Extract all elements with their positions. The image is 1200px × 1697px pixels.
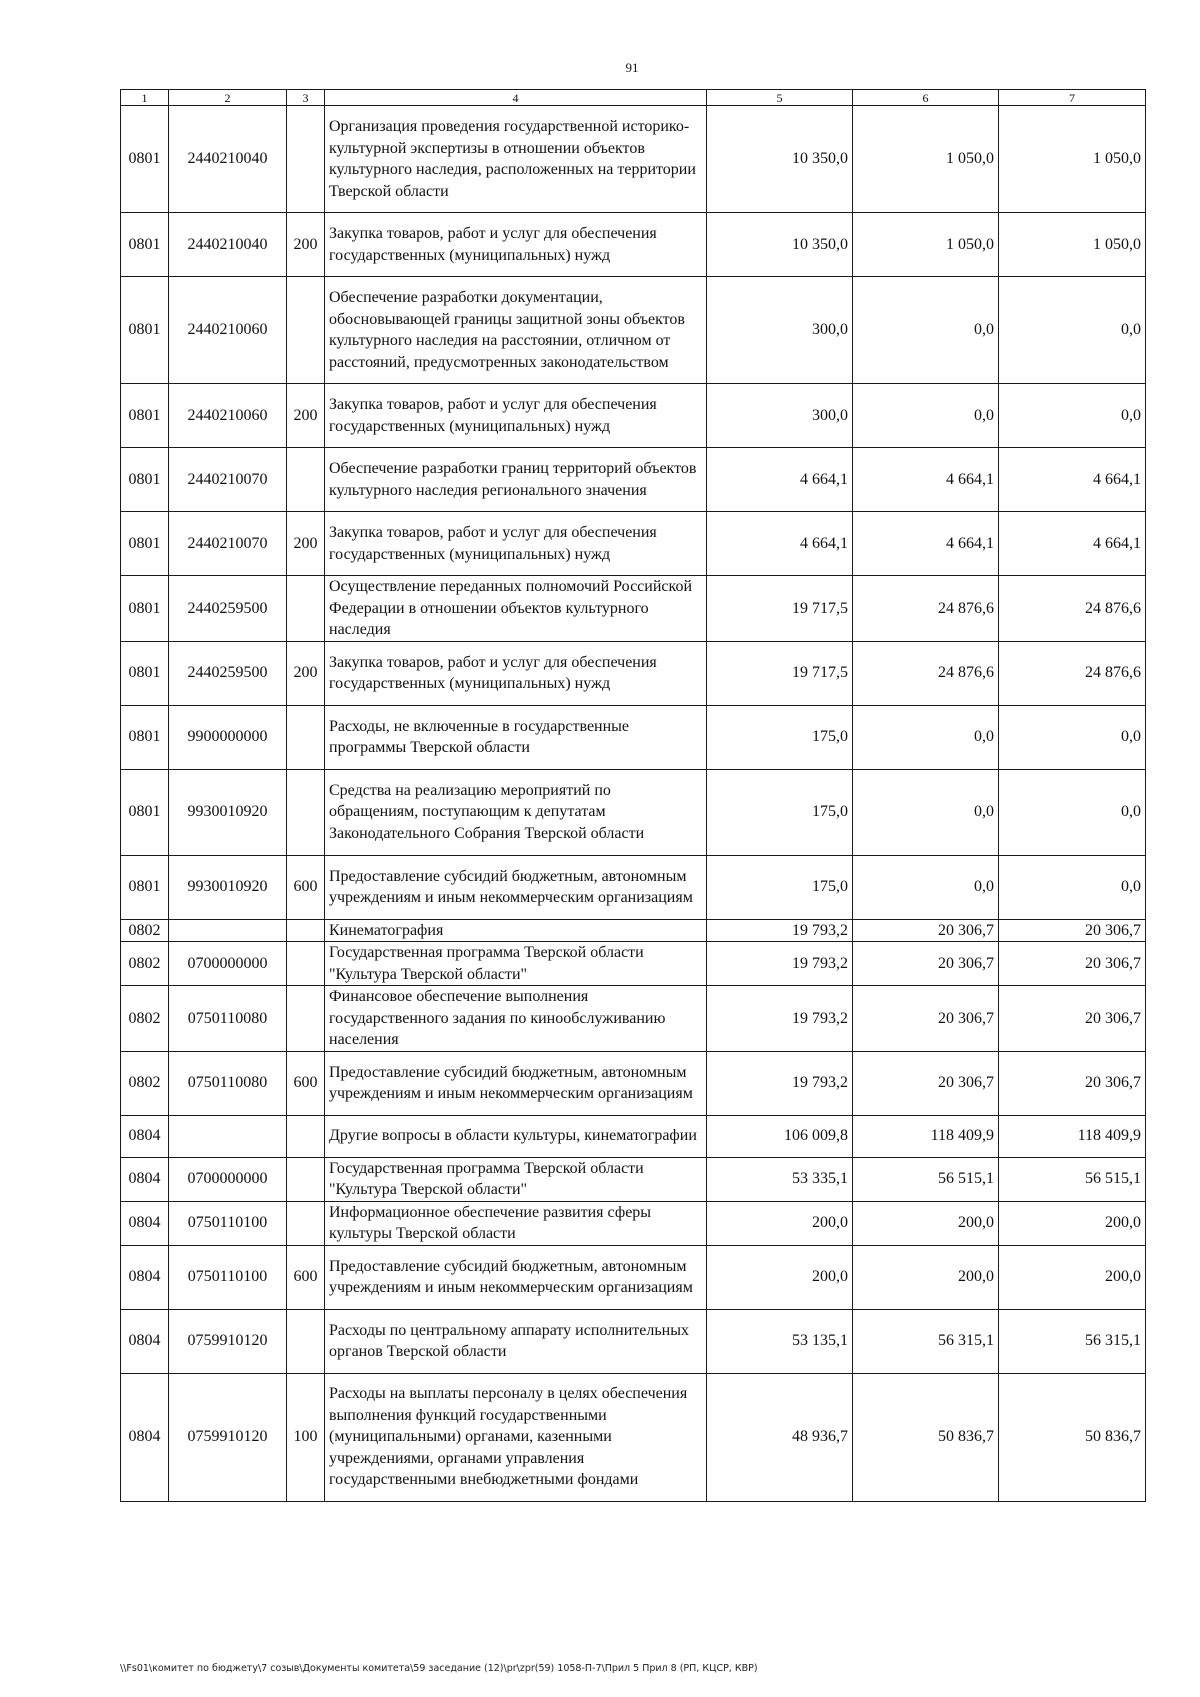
table-row [121, 448, 1146, 512]
amount-cell-col7: 20 306,7 [999, 986, 1146, 1052]
description-cell: Государственная программа Тверской области "Культура Тверской области" [325, 942, 707, 986]
target-code-cell: 0700000000 [169, 1157, 287, 1201]
table-row [121, 705, 1146, 769]
column-header: 4 [325, 90, 707, 106]
amount-cell-col5: 19 793,2 [707, 919, 853, 942]
target-code-cell: 2440210060 [169, 384, 287, 448]
section-code-cell: 0804 [121, 1201, 169, 1245]
description-cell: Кинематография [325, 919, 707, 942]
section-code-cell: 0801 [121, 705, 169, 769]
table-header-row [121, 90, 1146, 106]
footer-file-path: \\Fs01\комитет по бюджету\7 созыв\Документы комитета\59 заседание (12)\pr\zpr(59) 1058-П-7\Прил 5 Прил 8 (РП, КЦСР, КВР) [120, 1663, 758, 1674]
amount-cell-col7: 0,0 [999, 277, 1146, 384]
amount-cell-col5: 175,0 [707, 705, 853, 769]
section-code-cell: 0801 [121, 641, 169, 705]
amount-cell-col6: 118 409,9 [853, 1115, 999, 1157]
section-code-cell: 0801 [121, 448, 169, 512]
expense-type-cell: 200 [287, 641, 325, 705]
amount-cell-col6: 200,0 [853, 1201, 999, 1245]
amount-cell-col7: 56 515,1 [999, 1157, 1146, 1201]
section-code-cell: 0801 [121, 384, 169, 448]
expense-type-cell: 600 [287, 1245, 325, 1309]
table-row [121, 277, 1146, 384]
amount-cell-col5: 106 009,8 [707, 1115, 853, 1157]
expense-type-cell: 200 [287, 384, 325, 448]
amount-cell-col7: 0,0 [999, 384, 1146, 448]
amount-cell-col6: 0,0 [853, 384, 999, 448]
amount-cell-col6: 1 050,0 [853, 213, 999, 277]
description-cell: Предоставление субсидий бюджетным, автономным учреждениям и иным некоммерческим организациям [325, 1245, 707, 1309]
amount-cell-col6: 50 836,7 [853, 1373, 999, 1501]
amount-cell-col5: 300,0 [707, 277, 853, 384]
expense-type-cell: 600 [287, 855, 325, 919]
amount-cell-col7: 4 664,1 [999, 448, 1146, 512]
column-header: 1 [121, 90, 169, 106]
expense-type-cell [287, 106, 325, 213]
amount-cell-col6: 24 876,6 [853, 641, 999, 705]
target-code-cell: 2440210040 [169, 106, 287, 213]
expense-type-cell [287, 576, 325, 642]
amount-cell-col6: 200,0 [853, 1245, 999, 1309]
section-code-cell: 0802 [121, 919, 169, 942]
amount-cell-col6: 4 664,1 [853, 512, 999, 576]
amount-cell-col7: 20 306,7 [999, 919, 1146, 942]
description-cell: Организация проведения государственной историко-культурной экспертизы в отношении объектов культурного наследия, расположенных на территории Тверской области [325, 106, 707, 213]
column-header: 2 [169, 90, 287, 106]
amount-cell-col7: 24 876,6 [999, 576, 1146, 642]
target-code-cell: 2440210070 [169, 512, 287, 576]
amount-cell-col7: 118 409,9 [999, 1115, 1146, 1157]
expense-type-cell [287, 769, 325, 855]
target-code-cell [169, 919, 287, 942]
amount-cell-col5: 53 135,1 [707, 1309, 853, 1373]
amount-cell-col5: 4 664,1 [707, 512, 853, 576]
amount-cell-col5: 19 717,5 [707, 576, 853, 642]
amount-cell-col6: 20 306,7 [853, 1051, 999, 1115]
amount-cell-col7: 0,0 [999, 855, 1146, 919]
table-row [121, 855, 1146, 919]
table-row [121, 919, 1146, 942]
target-code-cell: 0700000000 [169, 942, 287, 986]
expense-type-cell [287, 1157, 325, 1201]
amount-cell-col6: 1 050,0 [853, 106, 999, 213]
amount-cell-col6: 0,0 [853, 277, 999, 384]
section-code-cell: 0804 [121, 1115, 169, 1157]
column-header: 7 [999, 90, 1146, 106]
table-row [121, 106, 1146, 213]
expense-type-cell: 600 [287, 1051, 325, 1115]
amount-cell-col7: 0,0 [999, 769, 1146, 855]
amount-cell-col7: 4 664,1 [999, 512, 1146, 576]
expense-type-cell [287, 942, 325, 986]
amount-cell-col7: 20 306,7 [999, 942, 1146, 986]
section-code-cell: 0801 [121, 576, 169, 642]
target-code-cell: 0759910120 [169, 1373, 287, 1501]
description-cell: Обеспечение разработки документации, обосновывающей границы защитной зоны объектов культурного наследия на расстоянии, отличном от расстояний, предусмотренных законодательством [325, 277, 707, 384]
description-cell: Другие вопросы в области культуры, кинематографии [325, 1115, 707, 1157]
expense-type-cell [287, 1201, 325, 1245]
amount-cell-col5: 175,0 [707, 769, 853, 855]
target-code-cell: 9900000000 [169, 705, 287, 769]
amount-cell-col7: 20 306,7 [999, 1051, 1146, 1115]
target-code-cell: 2440210040 [169, 213, 287, 277]
table-row [121, 1245, 1146, 1309]
description-cell: Расходы на выплаты персоналу в целях обеспечения выполнения функций государственными (муниципальными) органами, казенными учреждениями, органами управления государственными внебюджетными фондами [325, 1373, 707, 1501]
table-row [121, 1115, 1146, 1157]
table-row [121, 1051, 1146, 1115]
expense-type-cell: 200 [287, 512, 325, 576]
target-code-cell: 9930010920 [169, 769, 287, 855]
description-cell: Закупка товаров, работ и услуг для обеспечения государственных (муниципальных) нужд [325, 512, 707, 576]
expense-type-cell [287, 448, 325, 512]
table-row [121, 769, 1146, 855]
table-row [121, 384, 1146, 448]
target-code-cell: 0750110080 [169, 986, 287, 1052]
amount-cell-col6: 20 306,7 [853, 986, 999, 1052]
amount-cell-col5: 4 664,1 [707, 448, 853, 512]
amount-cell-col6: 0,0 [853, 769, 999, 855]
amount-cell-col6: 20 306,7 [853, 919, 999, 942]
column-header: 3 [287, 90, 325, 106]
section-code-cell: 0801 [121, 855, 169, 919]
amount-cell-col7: 24 876,6 [999, 641, 1146, 705]
amount-cell-col7: 200,0 [999, 1201, 1146, 1245]
section-code-cell: 0801 [121, 277, 169, 384]
section-code-cell: 0801 [121, 213, 169, 277]
description-cell: Расходы по центральному аппарату исполнительных органов Тверской области [325, 1309, 707, 1373]
target-code-cell: 9930010920 [169, 855, 287, 919]
description-cell: Государственная программа Тверской области "Культура Тверской области" [325, 1157, 707, 1201]
description-cell: Финансовое обеспечение выполнения государственного задания по кинообслуживанию населения [325, 986, 707, 1052]
table-row [121, 213, 1146, 277]
section-code-cell: 0804 [121, 1309, 169, 1373]
description-cell: Осуществление переданных полномочий Российской Федерации в отношении объектов культурного наследия [325, 576, 707, 642]
amount-cell-col6: 4 664,1 [853, 448, 999, 512]
table-row [121, 512, 1146, 576]
amount-cell-col6: 24 876,6 [853, 576, 999, 642]
page-number: 91 [625, 60, 639, 75]
section-code-cell: 0804 [121, 1157, 169, 1201]
target-code-cell: 2440210060 [169, 277, 287, 384]
amount-cell-col7: 1 050,0 [999, 213, 1146, 277]
amount-cell-col5: 48 936,7 [707, 1373, 853, 1501]
amount-cell-col6: 56 315,1 [853, 1309, 999, 1373]
amount-cell-col6: 0,0 [853, 705, 999, 769]
description-cell: Обеспечение разработки границ территорий объектов культурного наследия регионального значения [325, 448, 707, 512]
amount-cell-col5: 53 335,1 [707, 1157, 853, 1201]
table-row [121, 1201, 1146, 1245]
amount-cell-col7: 56 315,1 [999, 1309, 1146, 1373]
target-code-cell: 2440210070 [169, 448, 287, 512]
table-row [121, 641, 1146, 705]
target-code-cell: 2440259500 [169, 641, 287, 705]
description-cell: Предоставление субсидий бюджетным, автономным учреждениям и иным некоммерческим организациям [325, 1051, 707, 1115]
description-cell: Расходы, не включенные в государственные программы Тверской области [325, 705, 707, 769]
description-cell: Информационное обеспечение развития сферы культуры Тверской области [325, 1201, 707, 1245]
section-code-cell: 0802 [121, 1051, 169, 1115]
table-row [121, 576, 1146, 642]
amount-cell-col7: 1 050,0 [999, 106, 1146, 213]
target-code-cell: 2440259500 [169, 576, 287, 642]
table-row [121, 1157, 1146, 1201]
expense-type-cell [287, 919, 325, 942]
amount-cell-col5: 175,0 [707, 855, 853, 919]
amount-cell-col6: 20 306,7 [853, 942, 999, 986]
section-code-cell: 0801 [121, 512, 169, 576]
expense-type-cell: 200 [287, 213, 325, 277]
expense-type-cell [287, 1309, 325, 1373]
table-row [121, 986, 1146, 1052]
target-code-cell: 0750110100 [169, 1245, 287, 1309]
description-cell: Закупка товаров, работ и услуг для обеспечения государственных (муниципальных) нужд [325, 384, 707, 448]
budget-table [120, 89, 1146, 1502]
section-code-cell: 0801 [121, 106, 169, 213]
section-code-cell: 0802 [121, 942, 169, 986]
section-code-cell: 0804 [121, 1373, 169, 1501]
table-row [121, 1373, 1146, 1501]
target-code-cell [169, 1115, 287, 1157]
amount-cell-col5: 19 793,2 [707, 986, 853, 1052]
amount-cell-col7: 0,0 [999, 705, 1146, 769]
expense-type-cell [287, 986, 325, 1052]
section-code-cell: 0801 [121, 769, 169, 855]
amount-cell-col7: 50 836,7 [999, 1373, 1146, 1501]
expense-type-cell [287, 1115, 325, 1157]
amount-cell-col5: 19 717,5 [707, 641, 853, 705]
column-header: 6 [853, 90, 999, 106]
expense-type-cell [287, 705, 325, 769]
amount-cell-col5: 19 793,2 [707, 942, 853, 986]
target-code-cell: 0750110100 [169, 1201, 287, 1245]
target-code-cell: 0759910120 [169, 1309, 287, 1373]
amount-cell-col5: 200,0 [707, 1201, 853, 1245]
amount-cell-col5: 10 350,0 [707, 106, 853, 213]
amount-cell-col5: 300,0 [707, 384, 853, 448]
table-row [121, 942, 1146, 986]
amount-cell-col6: 0,0 [853, 855, 999, 919]
section-code-cell: 0804 [121, 1245, 169, 1309]
description-cell: Закупка товаров, работ и услуг для обеспечения государственных (муниципальных) нужд [325, 213, 707, 277]
section-code-cell: 0802 [121, 986, 169, 1052]
description-cell: Закупка товаров, работ и услуг для обеспечения государственных (муниципальных) нужд [325, 641, 707, 705]
amount-cell-col5: 19 793,2 [707, 1051, 853, 1115]
description-cell: Предоставление субсидий бюджетным, автономным учреждениям и иным некоммерческим организациям [325, 855, 707, 919]
amount-cell-col5: 200,0 [707, 1245, 853, 1309]
amount-cell-col5: 10 350,0 [707, 213, 853, 277]
expense-type-cell [287, 277, 325, 384]
expense-type-cell: 100 [287, 1373, 325, 1501]
amount-cell-col6: 56 515,1 [853, 1157, 999, 1201]
amount-cell-col7: 200,0 [999, 1245, 1146, 1309]
table-row [121, 1309, 1146, 1373]
description-cell: Средства на реализацию мероприятий по обращениям, поступающим к депутатам Законодательного Собрания Тверской области [325, 769, 707, 855]
column-header: 5 [707, 90, 853, 106]
target-code-cell: 0750110080 [169, 1051, 287, 1115]
